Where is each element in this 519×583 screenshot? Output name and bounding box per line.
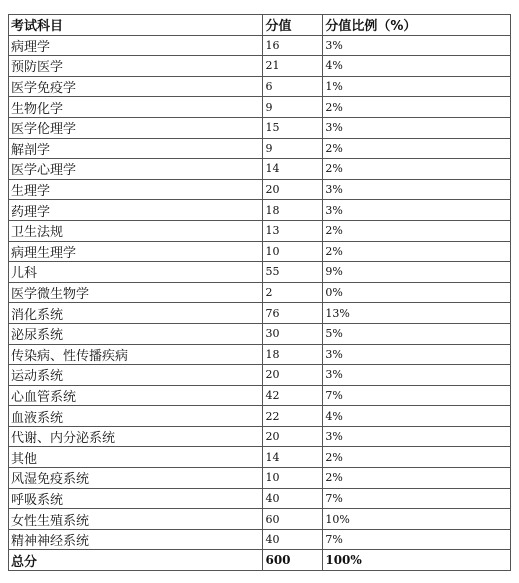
cell-ratio: 9% xyxy=(323,262,511,283)
cell-ratio: 3% xyxy=(323,35,511,56)
cell-subject: 运动系统 xyxy=(9,365,263,386)
table-row xyxy=(9,365,511,386)
cell-ratio: 2% xyxy=(323,468,511,489)
total-label: 总分 xyxy=(9,550,263,571)
table-row xyxy=(9,282,511,303)
header-ratio: 分值比例（%） xyxy=(323,15,511,36)
table-row xyxy=(9,426,511,447)
cell-ratio: 2% xyxy=(323,241,511,262)
cell-ratio: 2% xyxy=(323,159,511,180)
cell-ratio: 10% xyxy=(323,509,511,530)
cell-subject: 儿科 xyxy=(9,262,263,283)
cell-subject: 生理学 xyxy=(9,179,263,200)
cell-subject: 其他 xyxy=(9,447,263,468)
table-row xyxy=(9,117,511,138)
table-row xyxy=(9,385,511,406)
table-row xyxy=(9,468,511,489)
cell-score: 20 xyxy=(263,365,323,386)
table-row xyxy=(9,488,511,509)
cell-score: 40 xyxy=(263,488,323,509)
cell-subject: 风湿免疫系统 xyxy=(9,468,263,489)
cell-ratio: 4% xyxy=(323,56,511,77)
exam-score-table xyxy=(8,14,511,571)
table-row xyxy=(9,406,511,427)
table-row xyxy=(9,200,511,221)
cell-subject: 女性生殖系统 xyxy=(9,509,263,530)
cell-score: 6 xyxy=(263,76,323,97)
cell-ratio: 2% xyxy=(323,220,511,241)
cell-ratio: 7% xyxy=(323,385,511,406)
cell-ratio: 3% xyxy=(323,179,511,200)
cell-subject: 预防医学 xyxy=(9,56,263,77)
cell-ratio: 3% xyxy=(323,344,511,365)
cell-score: 9 xyxy=(263,97,323,118)
cell-subject: 精神神经系统 xyxy=(9,529,263,550)
cell-subject: 生物化学 xyxy=(9,97,263,118)
cell-subject: 解剖学 xyxy=(9,138,263,159)
table-row xyxy=(9,323,511,344)
cell-score: 13 xyxy=(263,220,323,241)
cell-ratio: 2% xyxy=(323,97,511,118)
cell-score: 21 xyxy=(263,56,323,77)
cell-ratio: 4% xyxy=(323,406,511,427)
cell-score: 40 xyxy=(263,529,323,550)
cell-score: 10 xyxy=(263,241,323,262)
table-row xyxy=(9,262,511,283)
cell-score: 2 xyxy=(263,282,323,303)
cell-score: 55 xyxy=(263,262,323,283)
table-row xyxy=(9,303,511,324)
table-row xyxy=(9,529,511,550)
total-ratio: 100% xyxy=(323,550,511,571)
table-row xyxy=(9,97,511,118)
cell-score: 60 xyxy=(263,509,323,530)
cell-score: 18 xyxy=(263,200,323,221)
cell-subject: 病理生理学 xyxy=(9,241,263,262)
cell-subject: 泌尿系统 xyxy=(9,323,263,344)
cell-score: 9 xyxy=(263,138,323,159)
table-row xyxy=(9,56,511,77)
table-body xyxy=(9,35,511,550)
cell-ratio: 2% xyxy=(323,138,511,159)
cell-ratio: 0% xyxy=(323,282,511,303)
total-score: 600 xyxy=(263,550,323,571)
cell-score: 20 xyxy=(263,426,323,447)
cell-subject: 心血管系统 xyxy=(9,385,263,406)
cell-subject: 药理学 xyxy=(9,200,263,221)
cell-score: 76 xyxy=(263,303,323,324)
cell-ratio: 2% xyxy=(323,447,511,468)
cell-score: 15 xyxy=(263,117,323,138)
cell-score: 14 xyxy=(263,159,323,180)
cell-ratio: 3% xyxy=(323,200,511,221)
cell-ratio: 7% xyxy=(323,529,511,550)
cell-subject: 医学心理学 xyxy=(9,159,263,180)
cell-score: 14 xyxy=(263,447,323,468)
table-row xyxy=(9,35,511,56)
cell-subject: 消化系统 xyxy=(9,303,263,324)
cell-score: 22 xyxy=(263,406,323,427)
cell-subject: 卫生法规 xyxy=(9,220,263,241)
table-row xyxy=(9,509,511,530)
cell-subject: 代谢、内分泌系统 xyxy=(9,426,263,447)
header-score: 分值 xyxy=(263,15,323,36)
cell-score: 30 xyxy=(263,323,323,344)
cell-subject: 医学免疫学 xyxy=(9,76,263,97)
table-row xyxy=(9,344,511,365)
cell-ratio: 3% xyxy=(323,365,511,386)
cell-subject: 传染病、性传播疾病 xyxy=(9,344,263,365)
cell-ratio: 3% xyxy=(323,426,511,447)
table-row xyxy=(9,447,511,468)
table-row xyxy=(9,220,511,241)
cell-subject: 血液系统 xyxy=(9,406,263,427)
table-row xyxy=(9,138,511,159)
cell-ratio: 1% xyxy=(323,76,511,97)
cell-ratio: 3% xyxy=(323,117,511,138)
header-subject: 考试科目 xyxy=(9,15,263,36)
cell-score: 16 xyxy=(263,35,323,56)
cell-subject: 呼吸系统 xyxy=(9,488,263,509)
cell-subject: 病理学 xyxy=(9,35,263,56)
cell-score: 18 xyxy=(263,344,323,365)
cell-score: 10 xyxy=(263,468,323,489)
cell-ratio: 13% xyxy=(323,303,511,324)
cell-subject: 医学伦理学 xyxy=(9,117,263,138)
cell-ratio: 7% xyxy=(323,488,511,509)
cell-score: 42 xyxy=(263,385,323,406)
table-row xyxy=(9,179,511,200)
table-row xyxy=(9,76,511,97)
table-header-row xyxy=(9,15,511,36)
cell-ratio: 5% xyxy=(323,323,511,344)
cell-subject: 医学微生物学 xyxy=(9,282,263,303)
table-row xyxy=(9,241,511,262)
cell-score: 20 xyxy=(263,179,323,200)
table-row xyxy=(9,159,511,180)
total-row xyxy=(9,550,511,571)
